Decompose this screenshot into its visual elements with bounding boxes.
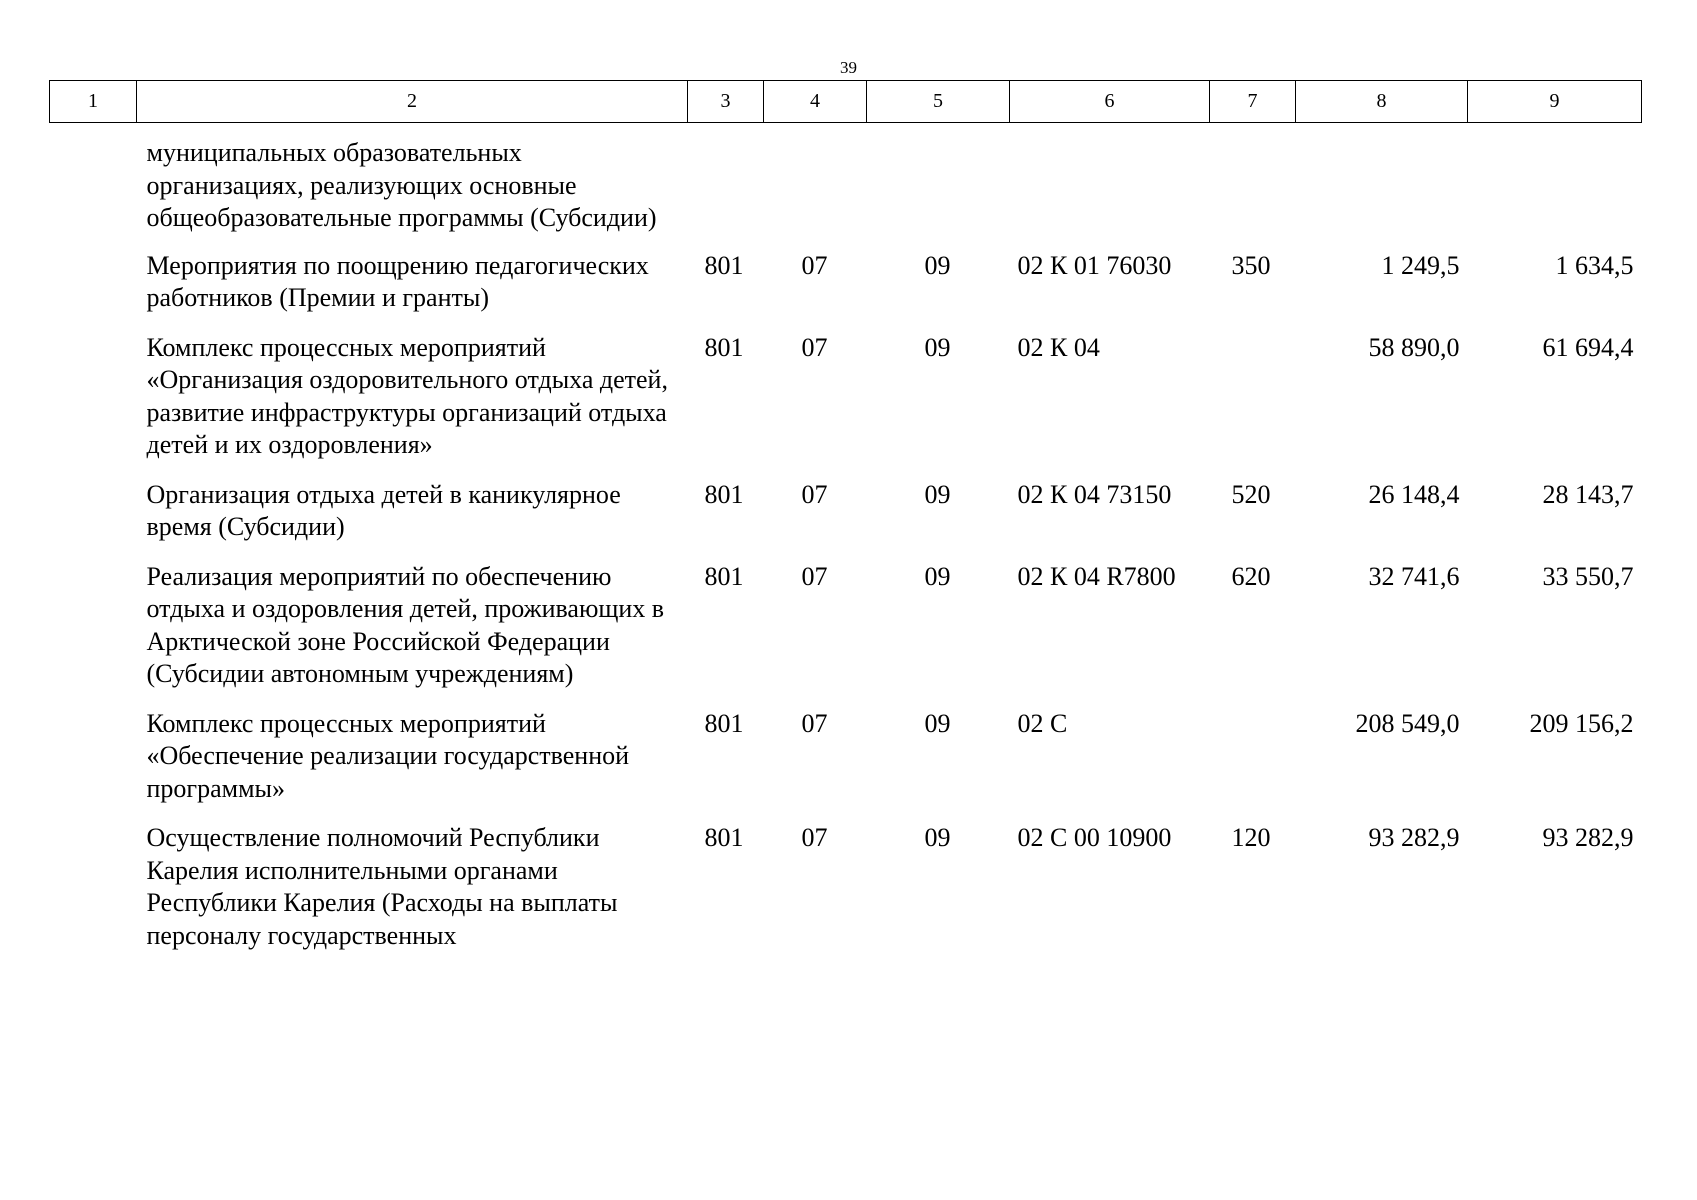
row-name: Комплекс процессных мероприятий «Обеспечение реализации государственной программы» — [146, 708, 630, 803]
row-ministry-code: 801 — [704, 250, 744, 280]
header-col-1: 1 — [50, 81, 137, 123]
row-subsection: 09 — [924, 332, 951, 362]
table-row — [50, 822, 1642, 969]
row-section: 07 — [801, 708, 828, 738]
row-name: Реализация мероприятий по обеспечению отдыха и оздоровления детей, проживающих в Арктической зоне Российской Федерации (Субсидии автономным учреждениям) — [146, 561, 665, 688]
header-col-3: 3 — [688, 81, 764, 123]
header-col-9: 9 — [1468, 81, 1642, 123]
row-expense-type: 520 — [1231, 479, 1271, 509]
row-amount-col8: 1 249,5 — [1381, 250, 1460, 280]
row-name: Комплекс процессных мероприятий «Организация оздоровительного отдыха детей, развитие инфраструктуры организаций отдыха детей и их оздоровления» — [146, 332, 668, 459]
row-target-item: 02 К 04 — [1017, 332, 1100, 362]
row-expense-type: 620 — [1231, 561, 1271, 591]
table-row — [50, 479, 1642, 561]
row-target-item: 02 К 04 73150 — [1017, 479, 1172, 509]
row-subsection: 09 — [924, 561, 951, 591]
page-number: 39 — [840, 58, 857, 77]
table-row — [50, 123, 1642, 250]
row-name: Осуществление полномочий Республики Карелия исполнительными органами Республики Карелия (Расходы на выплаты персоналу государственных — [146, 823, 618, 950]
table-row — [50, 708, 1642, 823]
header-col-8: 8 — [1296, 81, 1468, 123]
row-section — [764, 123, 867, 250]
row-ministry-code: 801 — [704, 823, 744, 852]
header-col-5: 5 — [867, 81, 1010, 123]
row-subsection: 09 — [924, 708, 951, 738]
row-target-item: 02 К 04 R7800 — [1017, 561, 1176, 591]
header-col-2: 2 — [137, 81, 688, 123]
row-expense-type: 350 — [1231, 250, 1271, 280]
table-header — [50, 81, 1642, 123]
row-amount-col8: 208 549,0 — [1355, 708, 1460, 738]
row-ministry-code: 801 — [704, 332, 744, 362]
row-amount-col8: 26 148,4 — [1368, 479, 1460, 509]
row-target-item: 02 С — [1017, 708, 1068, 738]
table-body — [50, 123, 1642, 970]
row-expense-type — [1210, 708, 1296, 823]
row-amount-col9 — [1468, 123, 1642, 250]
row-section: 07 — [801, 561, 828, 591]
row-amount-col8: 93 282,9 — [1368, 823, 1460, 852]
row-amount-col9: 28 143,7 — [1542, 479, 1634, 509]
header-col-4: 4 — [764, 81, 867, 123]
budget-table — [49, 80, 1642, 969]
header-col-7: 7 — [1210, 81, 1296, 123]
row-section: 07 — [801, 823, 828, 852]
row-amount-col9: 93 282,9 — [1542, 823, 1634, 852]
row-section: 07 — [801, 479, 828, 509]
row-amount-col8: 58 890,0 — [1368, 332, 1460, 362]
header-row — [50, 81, 1642, 123]
row-section: 07 — [801, 332, 828, 362]
row-name: муниципальных образовательных организациях, реализующих основные общеобразовательные программы (Субсидии) — [146, 138, 657, 232]
row-subsection: 09 — [924, 823, 951, 852]
row-target-item — [1010, 123, 1210, 250]
row-amount-col8 — [1296, 123, 1468, 250]
row-subsection — [867, 123, 1010, 250]
row-ministry-code — [688, 123, 764, 250]
row-subsection: 09 — [924, 250, 951, 280]
table-row — [50, 332, 1642, 479]
table-row — [50, 561, 1642, 708]
row-ministry-code: 801 — [704, 561, 744, 591]
row-expense-type: 120 — [1231, 823, 1271, 852]
row-ministry-code: 801 — [704, 708, 744, 738]
row-amount-col9: 1 634,5 — [1555, 250, 1634, 280]
row-ministry-code: 801 — [704, 479, 744, 509]
header-col-6: 6 — [1010, 81, 1210, 123]
row-subsection: 09 — [924, 479, 951, 509]
row-section: 07 — [801, 250, 828, 280]
row-expense-type — [1210, 332, 1296, 479]
row-amount-col9: 61 694,4 — [1542, 332, 1634, 362]
row-expense-type — [1210, 123, 1296, 250]
row-target-item: 02 С 00 10900 — [1017, 823, 1172, 852]
row-target-item: 02 К 01 76030 — [1017, 250, 1172, 280]
table-row — [50, 250, 1642, 332]
row-name: Организация отдыха детей в каникулярное время (Субсидии) — [146, 479, 621, 541]
row-amount-col8: 32 741,6 — [1368, 561, 1460, 591]
row-amount-col9: 209 156,2 — [1529, 708, 1634, 738]
row-name: Мероприятия по поощрению педагогических работников (Премии и гранты) — [146, 250, 649, 312]
row-amount-col9: 33 550,7 — [1542, 561, 1634, 591]
